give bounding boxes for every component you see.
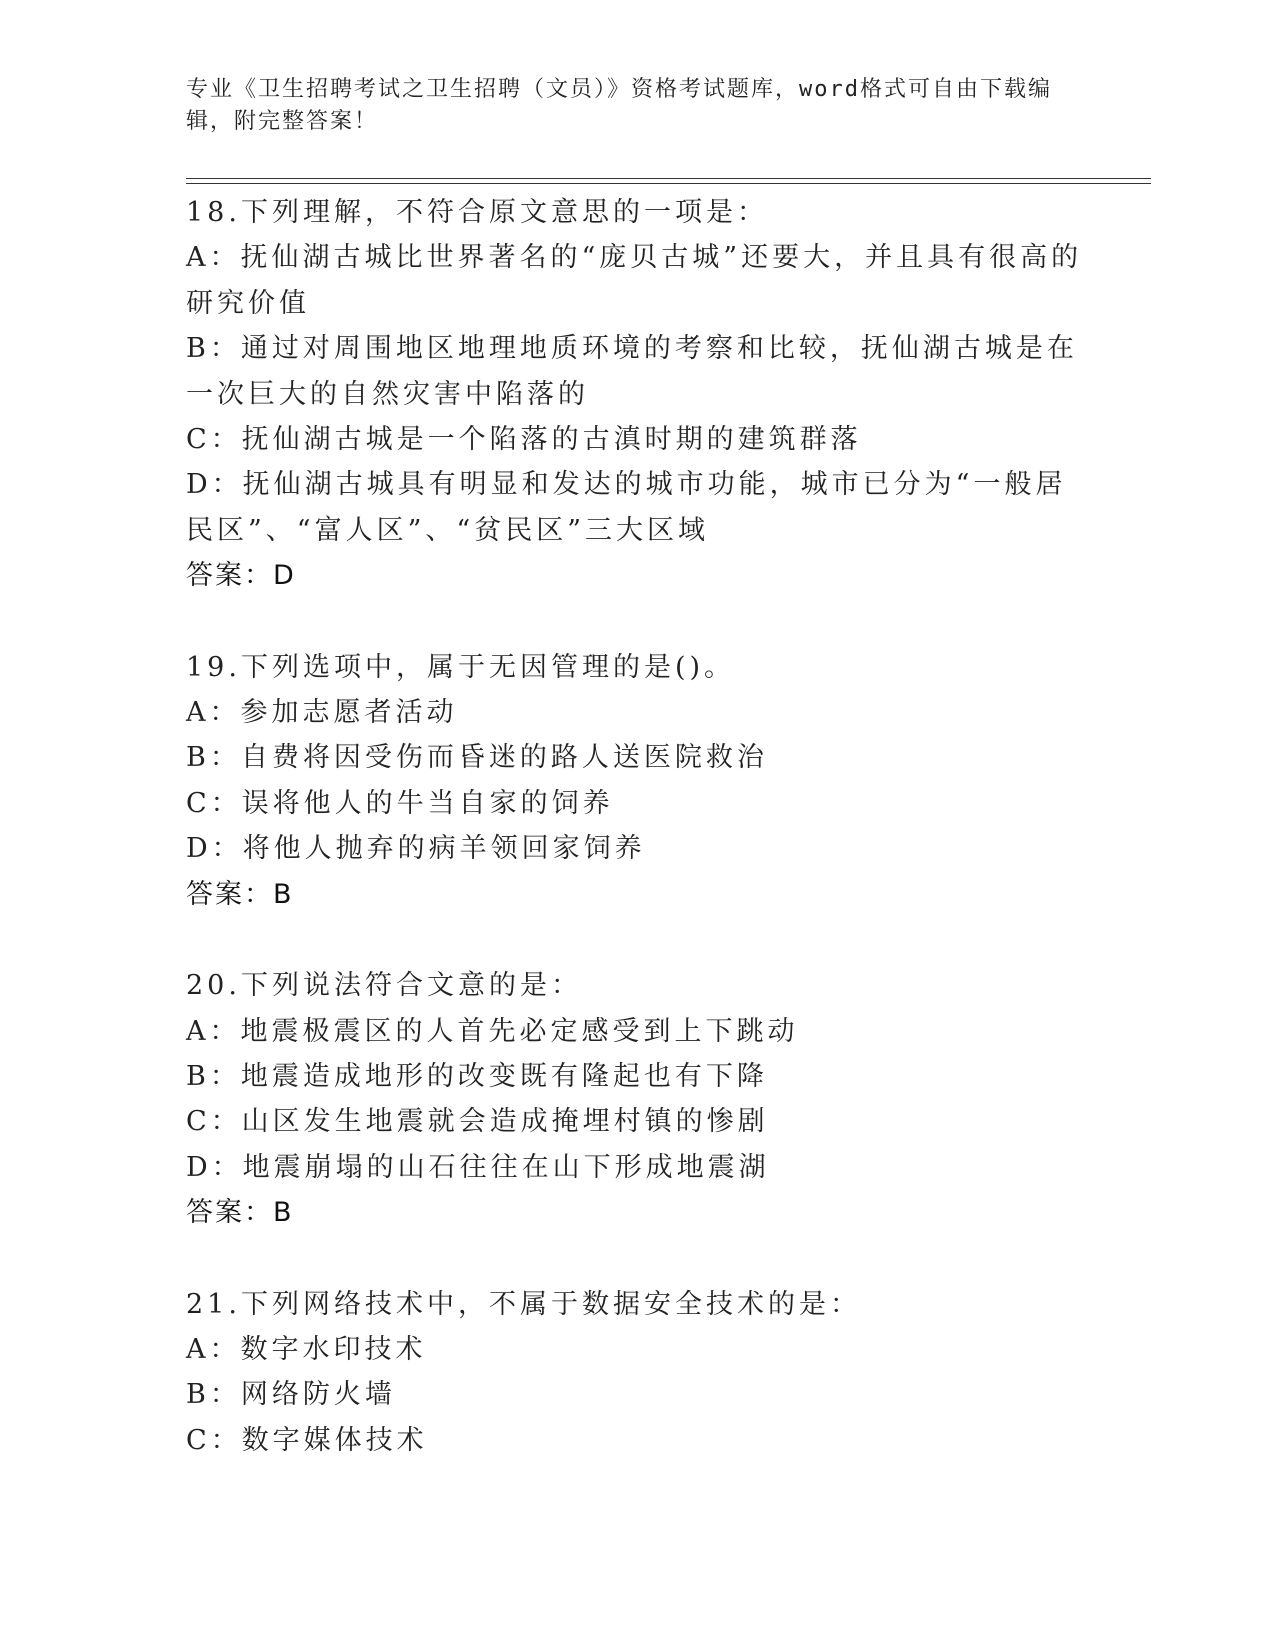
document-header: 专业《卫生招聘考试之卫生招聘（文员）》资格考试题库，word格式可自由下载编辑，附完整答案！: [186, 77, 1052, 134]
answer-line: 答案：B: [186, 878, 294, 910]
header-rule-top: [186, 178, 1151, 179]
question-18: [186, 190, 1086, 599]
header-rule-bottom: [186, 183, 1151, 184]
option-c: C：误将他人的牛当自家的饲养: [186, 787, 614, 819]
option-d: D：将他人抛弃的病羊领回家饲养: [186, 833, 646, 865]
question-21: [186, 1282, 1086, 1464]
question-stem: 20.下列说法符合文意的是：: [186, 970, 582, 1002]
option-b: B：网络防火墙: [186, 1379, 396, 1411]
answer-line: 答案：D: [186, 560, 296, 592]
question-stem: 21.下列网络技术中，不属于数据安全技术的是：: [186, 1288, 861, 1320]
option-a: A：地震极震区的人首先必定感受到上下跳动: [186, 1015, 799, 1047]
option-b: B：通过对周围地区地理地质环境的考察和比较，抚仙湖古城是在一次巨大的自然灾害中陷落的: [186, 333, 1078, 410]
option-a: A：参加志愿者活动: [186, 697, 458, 729]
option-c: C：山区发生地震就会造成掩埋村镇的惨剧: [186, 1106, 769, 1138]
question-stem: 18.下列理解，不符合原文意思的一项是：: [186, 197, 768, 228]
option-d: D：抚仙湖古城具有明显和发达的城市功能，城市已分为“一般居民区”、“富人区”、“贫民区”三大区域: [186, 469, 1067, 546]
option-a: A：抚仙湖古城比世界著名的“庞贝古城”还要大，并且具有很高的研究价值: [186, 242, 1083, 319]
question-stem: 19.下列选项中，属于无因管理的是()。: [186, 651, 736, 683]
option-c: C：数字媒体技术: [186, 1424, 428, 1456]
question-19: [186, 645, 1086, 917]
question-list: [186, 190, 1086, 1509]
option-d: D：地震崩塌的山石往往在山下形成地震湖: [186, 1151, 770, 1183]
option-b: B：地震造成地形的改变既有隆起也有下降: [186, 1060, 768, 1092]
option-a: A：数字水印技术: [186, 1333, 427, 1365]
answer-line: 答案：B: [186, 1197, 294, 1229]
option-b: B：自费将因受伤而昏迷的路人送医院救治: [186, 742, 768, 774]
question-20: [186, 963, 1086, 1235]
option-c: C：抚仙湖古城是一个陷落的古滇时期的建筑群落: [186, 424, 862, 456]
